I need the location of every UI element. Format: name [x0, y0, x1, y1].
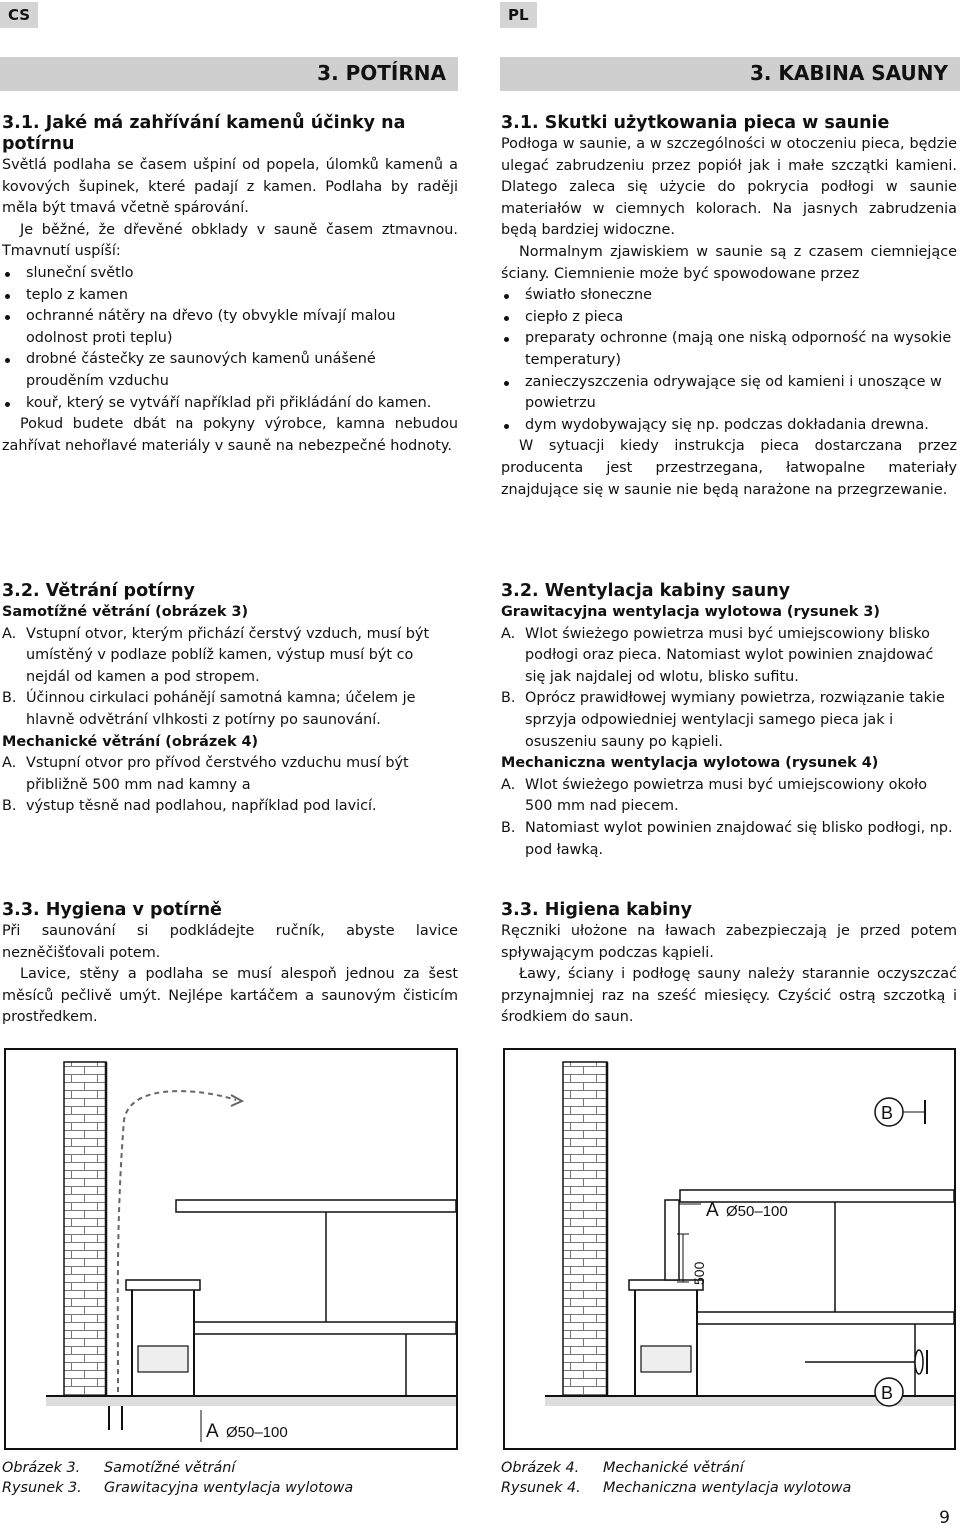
- item-text: Oprócz prawidłowej wymiany powietrza, rozwiązanie takie sprzyja odpowiedniej wentylacji samego pieca jak i osuszeniu sauny po kąpieli.: [525, 690, 945, 750]
- upper-bench: [176, 1200, 456, 1212]
- list-item: preparaty ochronne (mają one niską odporność na wysokie temperatury): [501, 328, 957, 371]
- caption-number: Obrázek 3.: [2, 1460, 81, 1476]
- figure-4-label-b-bottom: B: [881, 1383, 894, 1403]
- upper-bench: [680, 1190, 954, 1202]
- item-text: Účinnou cirkulaci pohánějí samotná kamna; účelem je hlavně odvětrání vlhkosti z potírny po saunování.: [26, 690, 416, 728]
- item-text: Wlot świeżego powietrza musi być umiejscowiony około 500 mm nad piecem.: [525, 776, 928, 815]
- cs-heading-3-2: 3.2. Větrání potírny: [2, 581, 195, 601]
- figure-3-dimension: Ø50–100: [226, 1424, 288, 1441]
- figure-4-mechanical-ventilation: [503, 1048, 956, 1450]
- pl-section-3-3: [501, 900, 957, 1029]
- pl-bullet-list: [501, 285, 957, 436]
- cs-paragraph: Pokud budete dbát na pokyny výrobce, kamna nebudou zahřívat nehořlavé materiály v sauně na nebezpečné hodnoty.: [2, 416, 458, 454]
- pl-item-a: [501, 775, 957, 818]
- sauna-stove: [132, 1286, 194, 1396]
- figure-4-caption: [501, 1458, 957, 1498]
- pl-section-3-2: [501, 581, 957, 861]
- figure-4-label-b-top: B: [881, 1103, 894, 1123]
- inlet-duct: [665, 1200, 679, 1280]
- item-letter: A.: [2, 625, 17, 642]
- caption-text: Mechaniczna wentylacja wylotowa: [603, 1480, 852, 1496]
- item-text: Natomiast wylot powinien znajdować się blisko podłogi, np. pod ławką.: [525, 819, 953, 858]
- pl-paragraph: Ręczniki ułożone na ławach zabezpieczają je przed potem spływającym podczas kąpieli.: [501, 923, 957, 961]
- item-letter: A.: [501, 776, 516, 793]
- list-item: światło słoneczne: [501, 285, 957, 307]
- pl-paragraph: Normalnym zjawiskiem w saunie są z czasem ciemniejące ściany. Ciemnienie może być spowodowane przez: [501, 243, 957, 282]
- cs-paragraph: Je běžné, že dřevěné obklady v sauně časem ztmavnou. Tmavnutí uspíší:: [2, 221, 458, 260]
- figure-4-label-a: A: [706, 1200, 719, 1221]
- caption-number: Rysunek 4.: [501, 1480, 581, 1496]
- item-letter: B.: [2, 798, 17, 815]
- chapter-title-cs: 3. POTÍRNA: [317, 61, 446, 85]
- list-item: teplo z kamen: [2, 285, 458, 307]
- item-text: Vstupní otvor pro přívod čerstvého vzduchu musí být přibližně 500 mm nad kamny a: [26, 755, 409, 793]
- figure-3-label-a: A: [206, 1421, 219, 1442]
- caption-text: Samotížné větrání: [104, 1460, 236, 1476]
- chapter-banner-pl: [500, 57, 960, 91]
- figure-3-caption: [2, 1458, 458, 1498]
- pl-paragraph: Ławy, ściany i podłogę sauny należy starannie oczyszczać przynajmniej raz na sześć miesięcy. Czyścić ostrą szczotką i środkiem do saun.: [501, 966, 957, 1026]
- lower-bench: [186, 1322, 456, 1334]
- caption-text: Mechanické větrání: [603, 1460, 744, 1476]
- pl-paragraph: W sytuacji kiedy instrukcja pieca dostarczana przez producenta jest przestrzegana, łatwopalne materiały znajdujące się w saunie nie będą narażone na przegrzewanie.: [501, 438, 957, 498]
- caption-line-cs: [501, 1458, 957, 1478]
- chapter-banner-cs: [0, 57, 458, 91]
- pl-heading-3-3: 3.3. Higiena kabiny: [501, 900, 692, 920]
- cs-section-3-1: [2, 113, 458, 457]
- caption-line-pl: [501, 1478, 957, 1498]
- item-letter: B.: [2, 690, 17, 707]
- cs-paragraph: Při saunování si podkládejte ručník, abyste lavice nezněčišťovali potem.: [2, 923, 458, 961]
- language-tab-cs: CS: [0, 2, 38, 28]
- pl-item-b: [501, 818, 957, 861]
- list-item: drobné částečky ze saunových kamenů unášené prouděním vzduchu: [2, 349, 458, 392]
- cs-heading-3-3: 3.3. Hygiena v potírně: [2, 900, 222, 920]
- item-text: výstup těsně nad podlahou, například pod lavicí.: [26, 798, 377, 815]
- figure-3-natural-ventilation: [4, 1048, 458, 1450]
- pl-subheading: Mechaniczna wentylacja wylotowa (rysunek 4): [501, 755, 879, 772]
- list-item: dym wydobywający się np. podczas dokładania drewna.: [501, 415, 957, 437]
- brick-wall: [563, 1062, 607, 1396]
- language-tab-pl: PL: [500, 2, 537, 28]
- list-item: ciepło z pieca: [501, 307, 957, 329]
- caption-number: Obrázek 4.: [501, 1460, 580, 1476]
- cs-item-a: [2, 624, 458, 689]
- list-item: zanieczyszczenia odrywające się od kamieni i unoszące w powietrzu: [501, 372, 957, 415]
- item-letter: B.: [501, 819, 516, 836]
- figure-4-drawing: [505, 1050, 954, 1448]
- exhaust-fan-icon: [915, 1350, 923, 1374]
- chapter-title-pl: 3. KABINA SAUNY: [749, 61, 948, 85]
- item-text: Wlot świeżego powietrza musi być umiejscowiony blisko podłogi oraz pieca. Natomiast wylot powinien znajdować się jak najdalej od wlotu, blisko sufitu.: [525, 625, 934, 685]
- pl-item-a: [501, 624, 957, 689]
- item-text: Vstupní otvor, kterým přichází čerstvý vzduch, musí být umístěný v podlaze poblíž kamen, výstup musí být co nejdál od kamen a pod stropem.: [26, 625, 430, 685]
- brick-wall: [64, 1062, 106, 1396]
- figure-3-drawing: [6, 1050, 456, 1448]
- figure-4-height-label: 500: [691, 1261, 707, 1285]
- list-item: kouř, který se vytváří například při přikládání do kamen.: [2, 393, 458, 415]
- pl-item-b: [501, 688, 957, 753]
- cs-paragraph: Lavice, stěny a podlaha se musí alespoň jednou za šest měsíců pečlivě umýt. Nejlépe kartáčem a saunovým čisticím prostředkem.: [2, 966, 458, 1026]
- list-item: sluneční světlo: [2, 263, 458, 285]
- caption-number: Rysunek 3.: [2, 1480, 82, 1496]
- pl-subheading: Grawitacyjna wentylacja wylotowa (rysunek 3): [501, 604, 880, 620]
- item-letter: A.: [2, 755, 17, 772]
- cs-section-3-2: [2, 581, 458, 818]
- cs-item-a: [2, 753, 458, 796]
- item-letter: A.: [501, 625, 516, 642]
- lower-bench: [695, 1312, 954, 1324]
- caption-line-cs: [2, 1458, 458, 1478]
- cs-subheading: Samotížné větrání (obrázek 3): [2, 604, 249, 620]
- list-item: ochranné nátěry na dřevo (ty obvykle mívají malou odolnost proti teplu): [2, 306, 458, 349]
- caption-text: Grawitacyjna wentylacja wylotowa: [104, 1480, 354, 1496]
- cs-item-b: [2, 796, 458, 818]
- figure-4-dimension: Ø50–100: [726, 1203, 788, 1220]
- pl-heading-3-1: 3.1. Skutki użytkowania pieca w saunie: [501, 113, 890, 133]
- cs-bullet-list: [2, 263, 458, 414]
- page-number: 9: [939, 1508, 950, 1528]
- cs-heading-3-1: 3.1. Jaké má zahřívání kamenů účinky na potírnu: [2, 113, 406, 154]
- pl-section-3-1: [501, 113, 957, 501]
- item-letter: B.: [501, 690, 516, 707]
- cs-item-b: [2, 688, 458, 731]
- pl-heading-3-2: 3.2. Wentylacja kabiny sauny: [501, 581, 791, 601]
- sauna-stove: [635, 1286, 697, 1396]
- cs-section-3-3: [2, 900, 458, 1029]
- pl-paragraph: Podłoga w saunie, a w szczególności w otoczeniu pieca, będzie ulegać zabrudzeniu przez popiół jak i małe szczątki kamieni. Dlatego zaleca się użycie do pokrycia podłogi w saunie materiałów w ciemnych kolorach. Na jasnych zabrudzenia będą bardziej widoczne.: [501, 136, 957, 239]
- cs-subheading: Mechanické větrání (obrázek 4): [2, 733, 259, 750]
- caption-line-pl: [2, 1478, 458, 1498]
- cs-paragraph: Světlá podlaha se časem ušpiní od popela, úlomků kamenů a kovových šupinek, které padají z kamen. Podlaha by raději měla být tmavá včetně spárování.: [2, 157, 458, 217]
